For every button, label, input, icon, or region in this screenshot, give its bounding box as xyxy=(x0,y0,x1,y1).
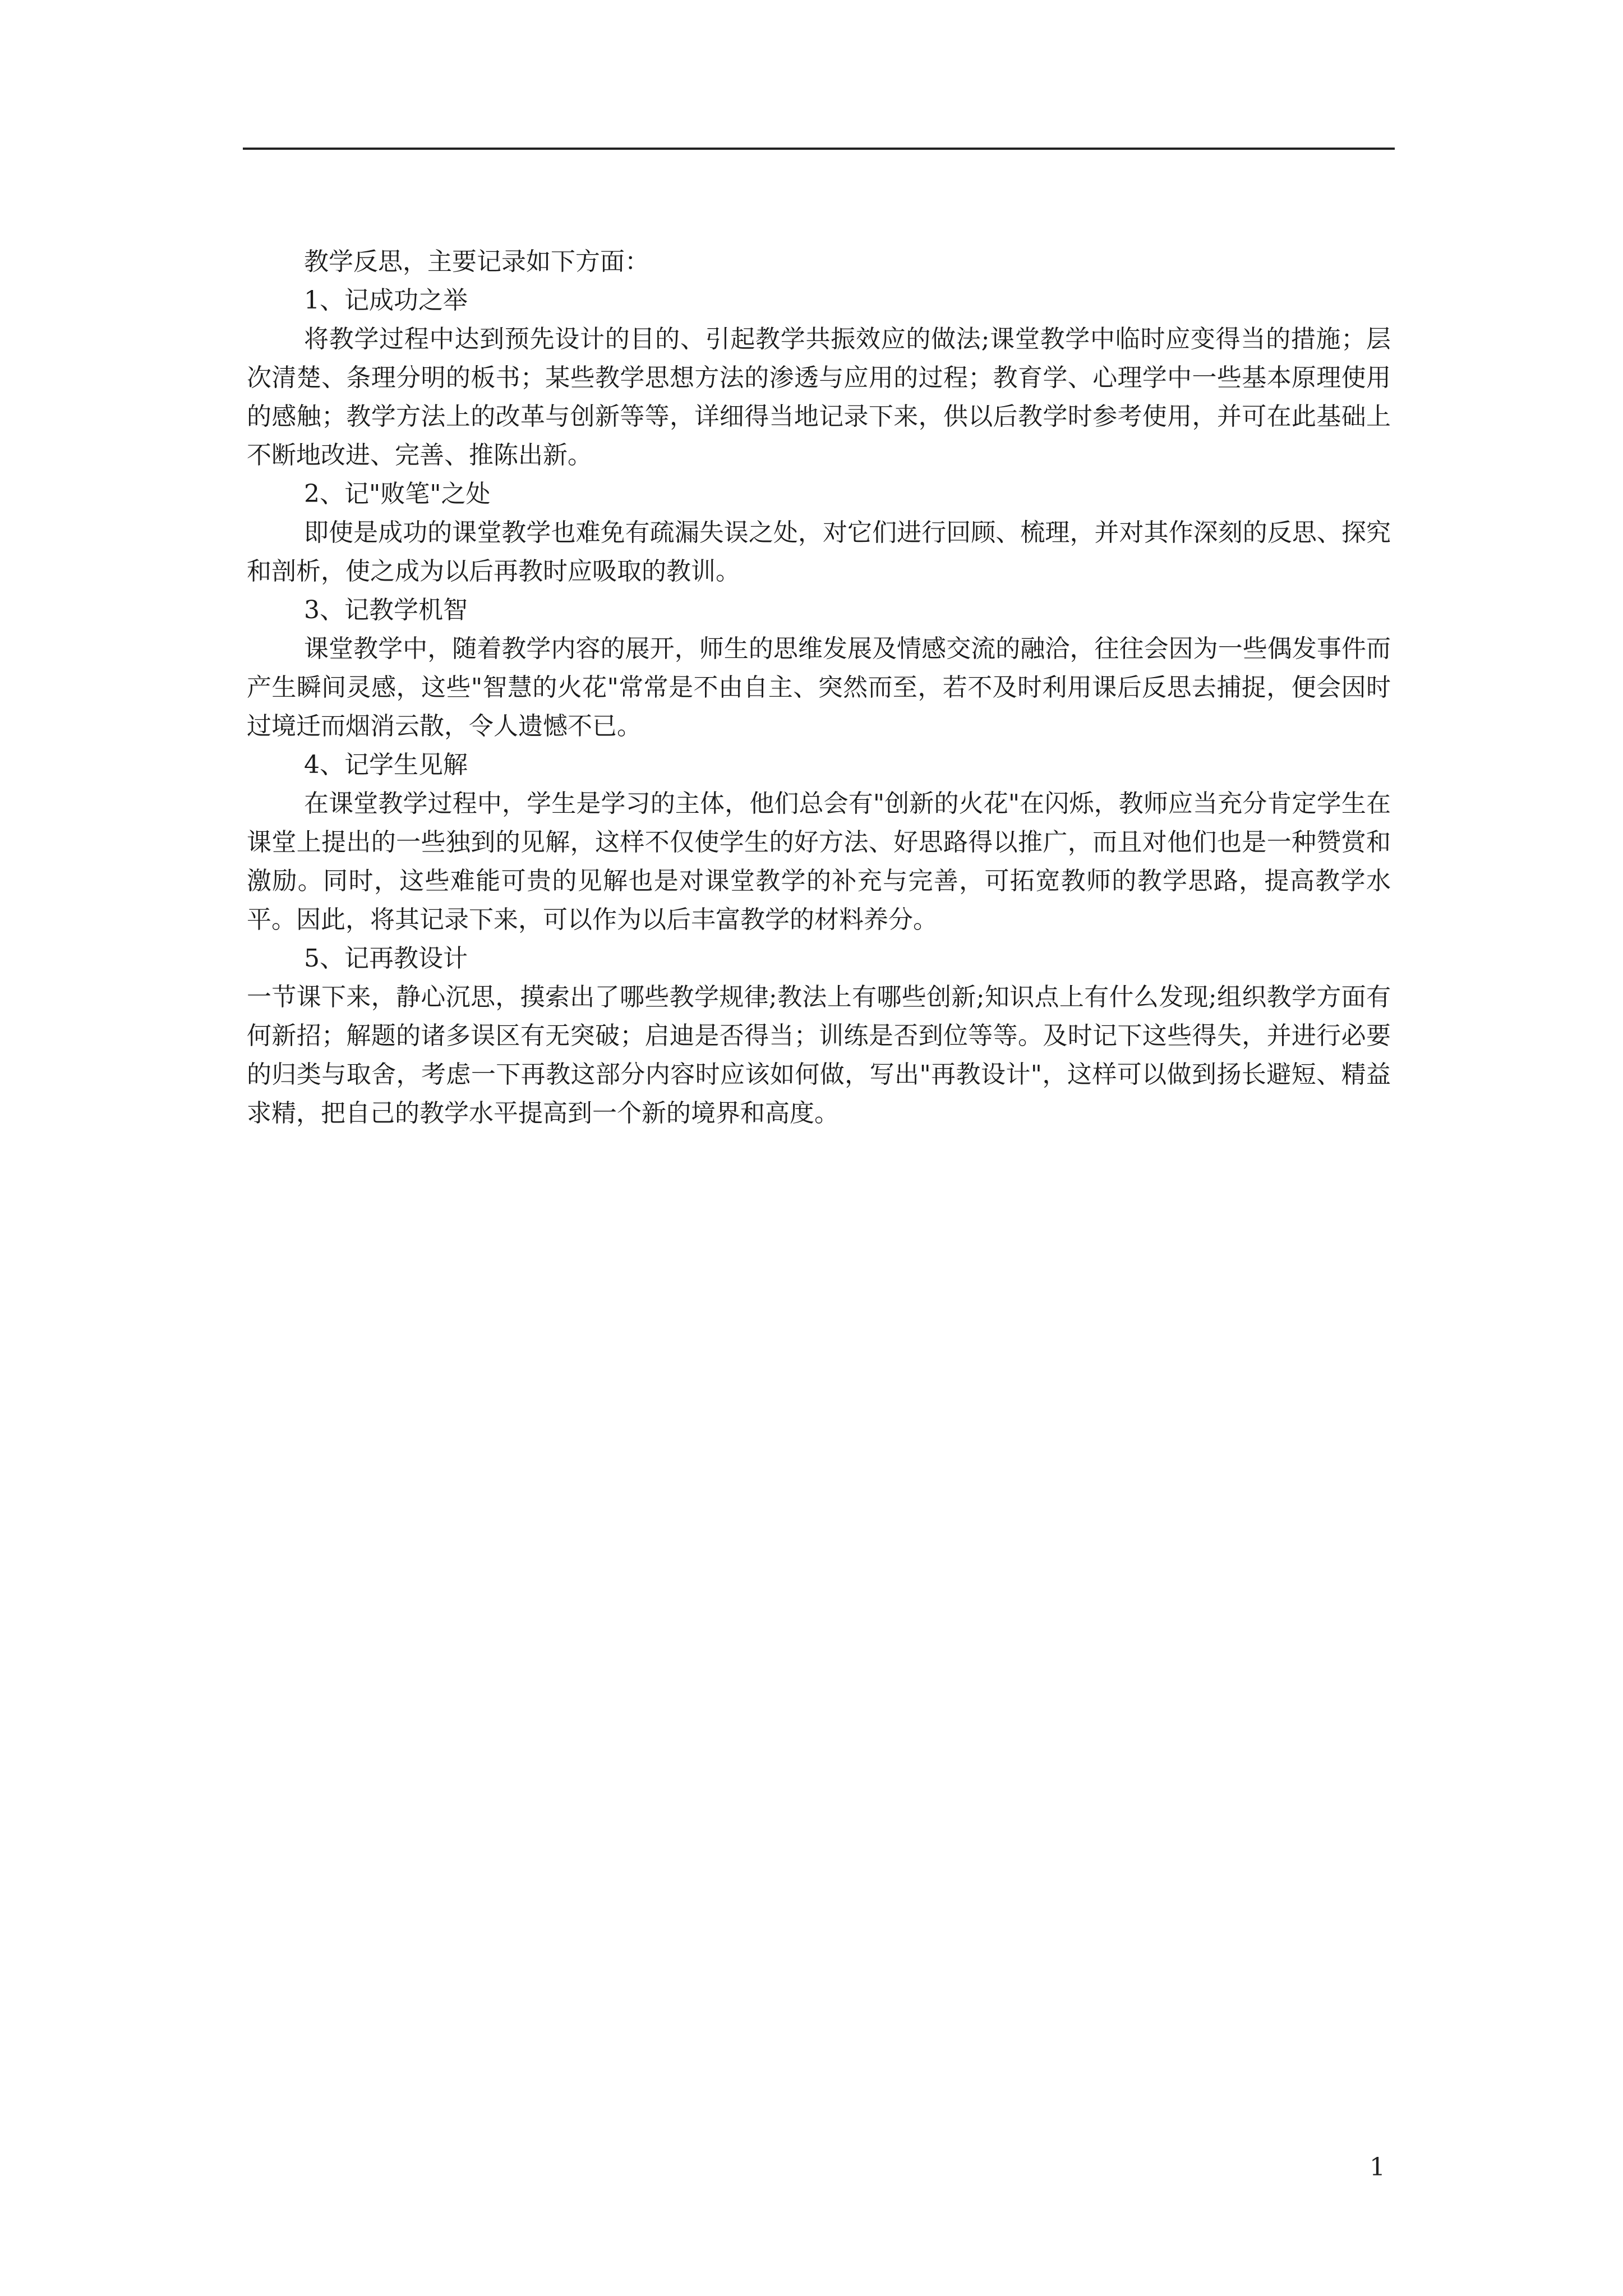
section-paragraph: 将教学过程中达到预先设计的目的、引起教学共振效应的做法;课堂教学中临时应变得当的措施；层次清楚、条理分明的板书；某些教学思想方法的渗透与应用的过程；教育学、心理学中一些基本原理使用的感触；教学方法上的改革与创新等等，详细得当地记录下来，供以后教学时参考使用，并可在此基础上不断地改进、完善、推陈出新。 xyxy=(247,325,1391,470)
section-paragraph: 一节课下来，静心沉思，摸索出了哪些教学规律;教法上有哪些创新;知识点上有什么发现;组织教学方面有何新招；解题的诸多误区有无突破；启迪是否得当；训练是否到位等等。及时记下这些得失，并进行必要的归类与取舍，考虑一下再教这部分内容时应该如何做，写出"再教设计"，这样可以做到扬长避短、精益求精，把自己的教学水平提高到一个新的境界和高度。 xyxy=(247,983,1391,1128)
page-number: 1 xyxy=(1370,2153,1385,2182)
document-body xyxy=(247,242,1391,1133)
section-heading: 2、记"败笔"之处 xyxy=(304,480,491,508)
section-heading: 4、记学生见解 xyxy=(304,751,468,779)
intro-paragraph: 教学反思，主要记录如下方面： xyxy=(304,247,649,276)
section-heading: 1、记成功之举 xyxy=(304,286,468,315)
header-rule xyxy=(243,148,1395,150)
section-paragraph: 课堂教学中，随着教学内容的展开，师生的思维发展及情感交流的融洽，往往会因为一些偶发事件而产生瞬间灵感，这些"智慧的火花"常常是不由自主、突然而至，若不及时利用课后反思去捕捉，便会因时过境迁而烟消云散，令人遗憾不已。 xyxy=(247,634,1391,740)
section-heading: 5、记再教设计 xyxy=(304,944,468,973)
section-heading: 3、记教学机智 xyxy=(304,596,468,624)
section-paragraph: 在课堂教学过程中，学生是学习的主体，他们总会有"创新的火花"在闪烁，教师应当充分肯定学生在课堂上提出的一些独到的见解，这样不仅使学生的好方法、好思路得以推广，而且对他们也是一种赞赏和激励。同时，这些难能可贵的见解也是对课堂教学的补充与完善，可拓宽教师的教学思路，提高教学水平。因此，将其记录下来，可以作为以后丰富教学的材料养分。 xyxy=(247,789,1391,934)
section-paragraph: 即使是成功的课堂教学也难免有疏漏失误之处，对它们进行回顾、梳理，并对其作深刻的反思、探究和剖析，使之成为以后再教时应吸取的教训。 xyxy=(247,518,1391,586)
